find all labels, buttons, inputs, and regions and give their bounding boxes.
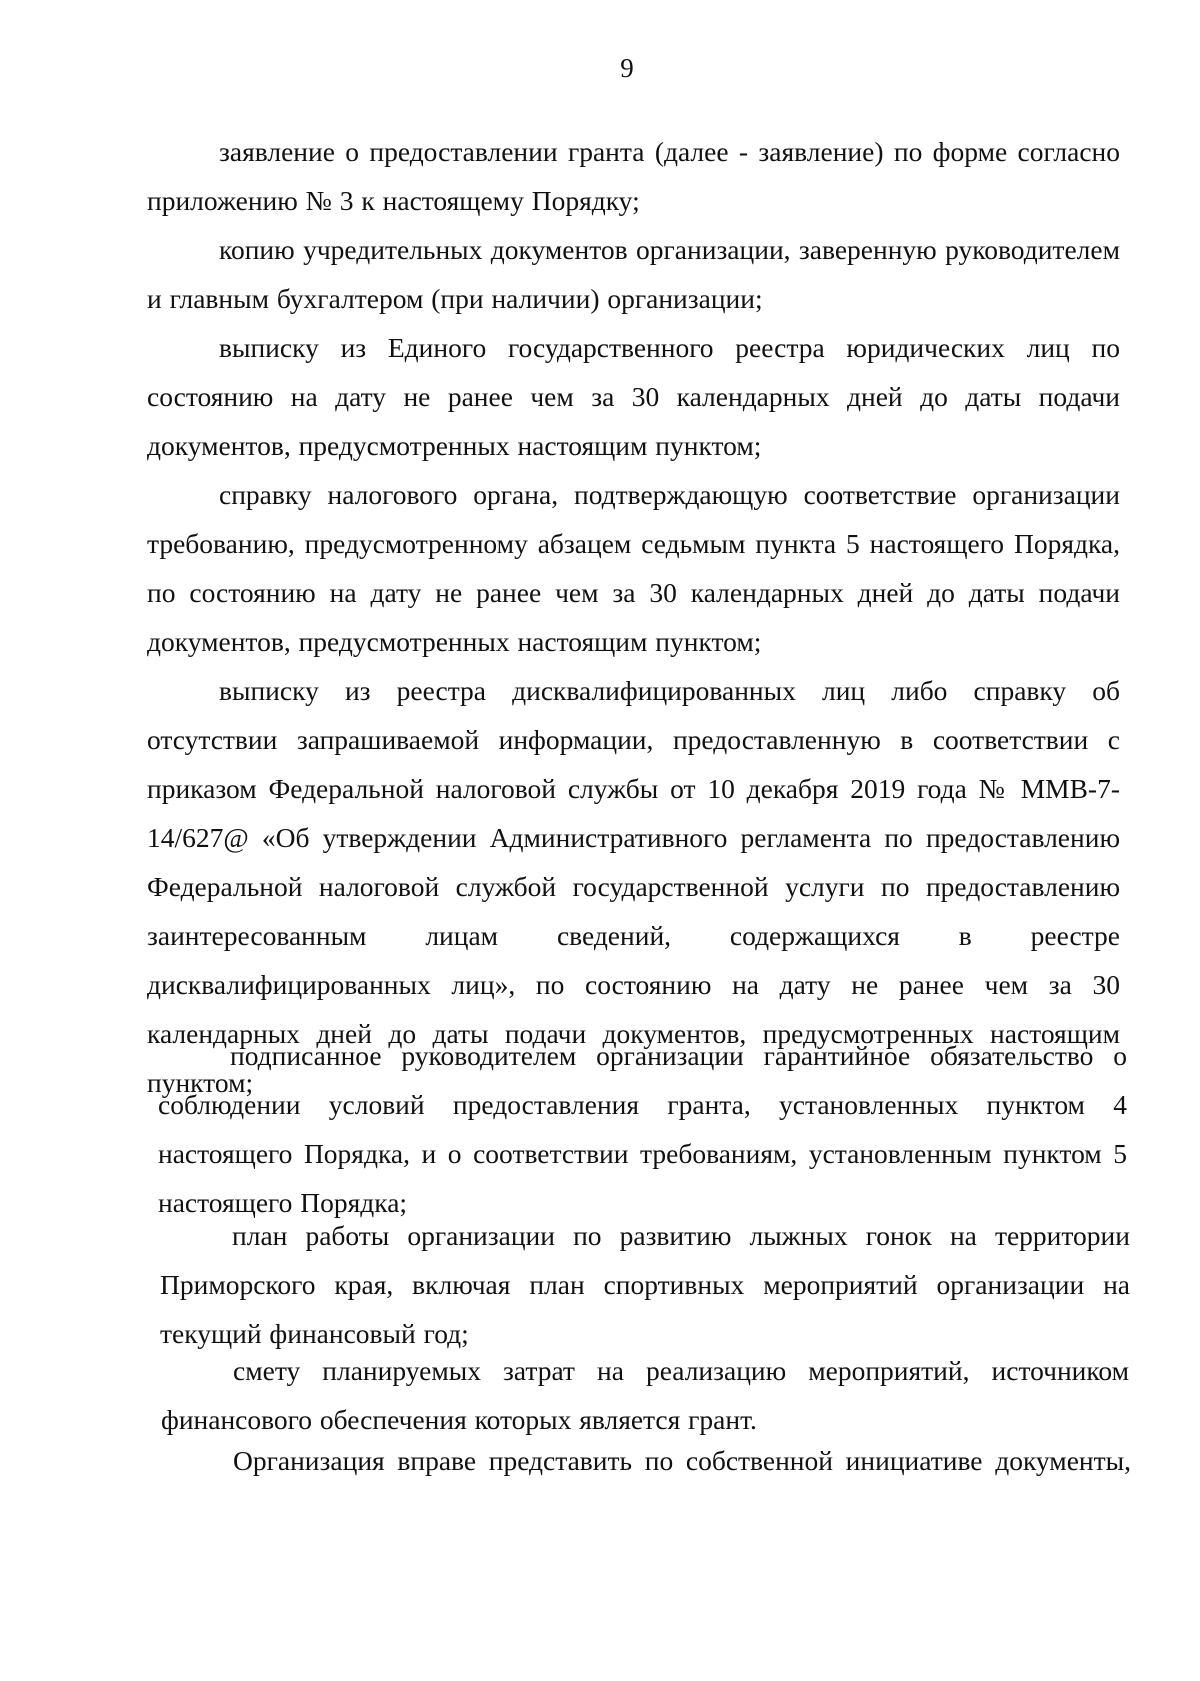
- paragraph-disqualified-registry: выписку из реестра дисквалифицированных лиц либо справку об отсутствии запрашиваемой информации, предоставленную в соответствии с приказом Федеральной налоговой службы от 10 декабря 2019 года № ММВ-7-14/627@ «Об утверждении Административного регламента по предоставлению Федеральной налоговой службой государственной услуги по предоставлению заинтересованным лицам сведений, содержащихся в реестре дисквалифицированных лиц», по состоянию на дату не ранее чем за 30 календарных дней до даты подачи документов, предусмотренных настоящим пунктом;: [147, 675, 1120, 1098]
- paragraph-block-4: [161, 1346, 1129, 1444]
- paragraph-charter-documents: копию учредительных документов организации, заверенную руководителем и главным бухгалтером (при наличии) организации;: [147, 234, 1120, 314]
- paragraph-cost-estimate: смету планируемых затрат на реализацию мероприятий, источником финансового обеспечения которых является грант.: [161, 1355, 1129, 1435]
- paragraph-work-plan: план работы организации по развитию лыжных гонок на территории Приморского края, включая план спортивных мероприятий организации на текущий финансовый год;: [160, 1220, 1130, 1349]
- paragraph-egrul-extract: выписку из Единого государственного реестра юридических лиц по состоянию на дату не ранее чем за 30 календарных дней до даты подачи документов, предусмотренных настоящим пунктом;: [147, 332, 1120, 461]
- paragraph-tax-certificate: справку налогового органа, подтверждающую соответствие организации требованию, предусмотренному абзацем седьмым пункта 5 настоящего Порядка, по состоянию на дату не ранее чем за 30 календарных дней до даты подачи документов, предусмотренных настоящим пунктом;: [147, 479, 1120, 657]
- paragraph-block-1: [147, 127, 1120, 1107]
- paragraph-block-5: [161, 1436, 1131, 1485]
- paragraph-optional-documents: Организация вправе представить по собственной инициативе документы,: [233, 1445, 1131, 1476]
- paragraph-guarantee-obligation: подписанное руководителем организации гарантийное обязательство о соблюдении условий предоставления гранта, установленных пунктом 4 настоящего Порядка, и о соответствии требованиям, установленным пунктом 5 настоящего Порядка;: [158, 1040, 1127, 1218]
- paragraph-block-2: [158, 1031, 1127, 1227]
- page-number: 9: [620, 53, 634, 83]
- paragraph-application-form: заявление о предоставлении гранта (далее - заявление) по форме согласно приложению № 3 к настоящему Порядку;: [147, 136, 1120, 216]
- paragraph-block-3: [160, 1211, 1130, 1358]
